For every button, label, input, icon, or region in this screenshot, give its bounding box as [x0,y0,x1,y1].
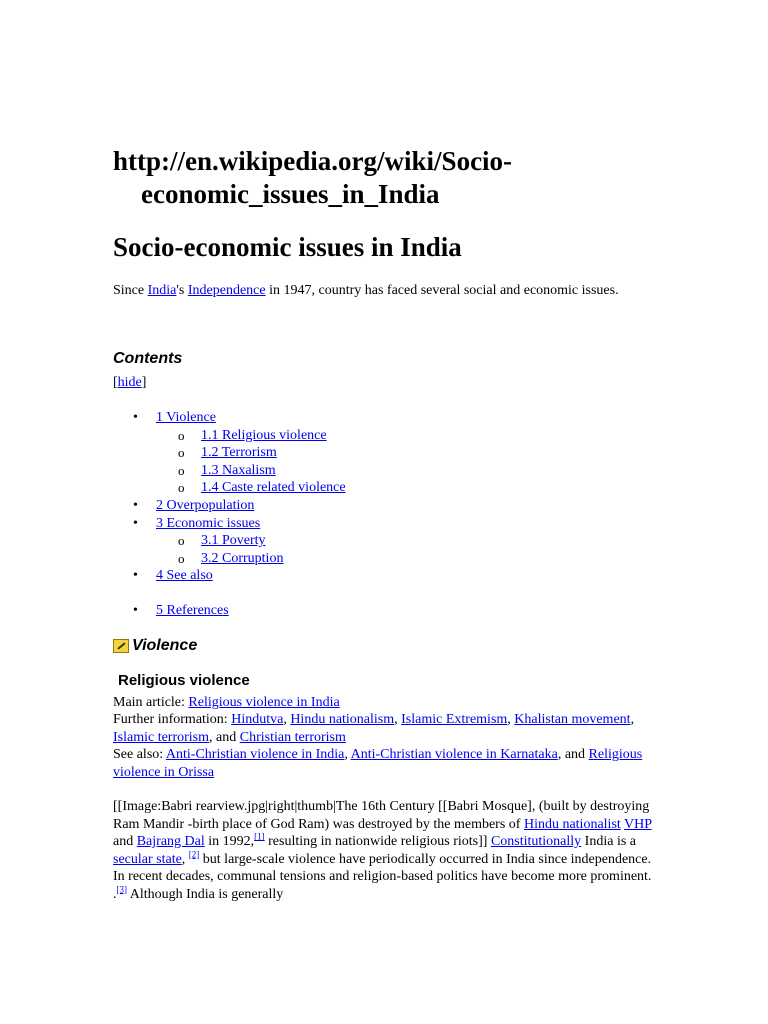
toc-link-poverty[interactable]: 3.1 Poverty [201,533,266,549]
toc-subitem [113,462,658,480]
bracket: [ [113,375,118,390]
reference-1[interactable]: [1] [254,831,265,842]
link-hindutva[interactable]: Hindutva [231,712,284,728]
toc-subitem [113,427,658,445]
link-khalistan-movement[interactable]: Khalistan movement [514,712,631,728]
toc-link-corruption[interactable]: 3.2 Corruption [201,550,284,566]
link-anti-christian-india[interactable]: Anti-Christian violence in India [165,747,345,763]
link-islamic-extremism[interactable]: Islamic Extremism [401,712,508,728]
hide-toc-link[interactable]: hide [117,375,142,390]
link-islamic-terrorism[interactable]: Islamic terrorism [113,729,210,745]
page-title: Socio-economic issues in India [113,232,462,262]
see-also-label: See also: [113,747,166,763]
link-independence[interactable]: Independence [187,283,266,298]
link-hindu-nationalism[interactable]: Hindu nationalism [290,712,395,728]
body-text: resulting in nationwide religious riots]] [264,834,491,849]
bracket: ] [141,375,147,390]
body-paragraph [113,798,658,903]
religious-violence-heading: Religious violence [118,672,250,689]
intro-paragraph [113,282,628,299]
link-india[interactable]: India [147,283,177,298]
and-text: and [564,747,589,763]
toc-item [113,567,658,585]
body-text: [[Image:Babri rearview.jpg|right|thumb|The 16th Century [[Babri Mosque], (built by destroying Ram Mandir -birth place of God Ram) was destroyed by the members of [113,799,650,832]
further-info-label: Further information: [113,712,232,728]
toc-subitem [113,550,658,568]
edit-icon[interactable] [113,639,129,653]
toc-link-overpopulation[interactable]: 2 Overpopulation [156,497,255,513]
table-of-contents [113,409,658,620]
toc-item [113,602,658,620]
and-text: and [216,729,240,745]
link-constitutionally[interactable]: Constitutionally [490,834,582,849]
url-title: http://en.wikipedia.org/wiki/Socio-economic_issues_in_India [113,146,513,209]
toc-subitem [113,479,658,497]
toc-toggle [113,374,146,391]
toc-link-economic-issues[interactable]: 3 Economic issues [156,515,261,531]
violence-heading [113,636,197,656]
link-vhp[interactable]: VHP [624,816,652,832]
intro-text: in 1947, country has faced several social and economic issues. [265,283,619,298]
toc-subitem [113,444,658,462]
link-christian-terrorism[interactable]: Christian terrorism [239,729,346,745]
toc-item [113,409,658,427]
body-text: but large-scale violence have periodically occurred in India since independence. In recent decades, communal tensions and religion-based politics have become more prominent. . [113,851,652,902]
link-bajrang-dal[interactable]: Bajrang Dal [136,834,205,849]
link-religious-violence-orissa[interactable]: Religious violence in Orissa [113,747,643,780]
toc-link-naxalism[interactable]: 1.3 Naxalism [201,462,276,478]
violence-heading-text: Violence [132,637,198,654]
toc-link-references[interactable]: 5 References [156,602,229,618]
reference-3[interactable]: [3] [116,883,127,894]
reference-2[interactable]: [2] [188,848,200,859]
contents-heading: Contents [113,350,183,367]
body-text: Although India is generally [127,886,284,902]
body-text: India is a [581,834,636,849]
intro-text: Since [113,283,148,298]
intro-text: 's [176,283,188,298]
toc-subitem [113,532,658,550]
toc-link-terrorism[interactable]: 1.2 Terrorism [201,445,277,461]
link-hindu-nationalist[interactable]: Hindu nationalist [523,816,621,832]
toc-item [113,515,658,533]
body-text: in 1992, [204,834,255,849]
toc-link-caste-violence[interactable]: 1.4 Caste related violence [201,480,346,496]
body-text: and [113,834,137,849]
link-secular-state[interactable]: secular state [113,851,182,867]
toc-link-violence[interactable]: 1 Violence [156,410,216,425]
toc-link-religious-violence[interactable]: 1.1 Religious violence [201,427,327,443]
hatnotes: Main article: Religious violence in India Further information: Hindutva, Hindu nationalism, Islamic Extremism, Khalistan movement, Islamic terrorism, and Christian terrorism See also: Anti-Christian violence in India, Anti-Christian violence in Karnataka, and Religious violence in Orissa [113,695,643,780]
body-text: , [181,851,189,867]
toc-link-see-also[interactable]: 4 See also [156,568,213,584]
toc-item [113,497,658,515]
link-anti-christian-karnataka[interactable]: Anti-Christian violence in Karnataka [350,747,558,763]
link-religious-violence-in-india[interactable]: Religious violence in India [188,695,340,710]
main-article-label: Main article: [113,695,189,710]
